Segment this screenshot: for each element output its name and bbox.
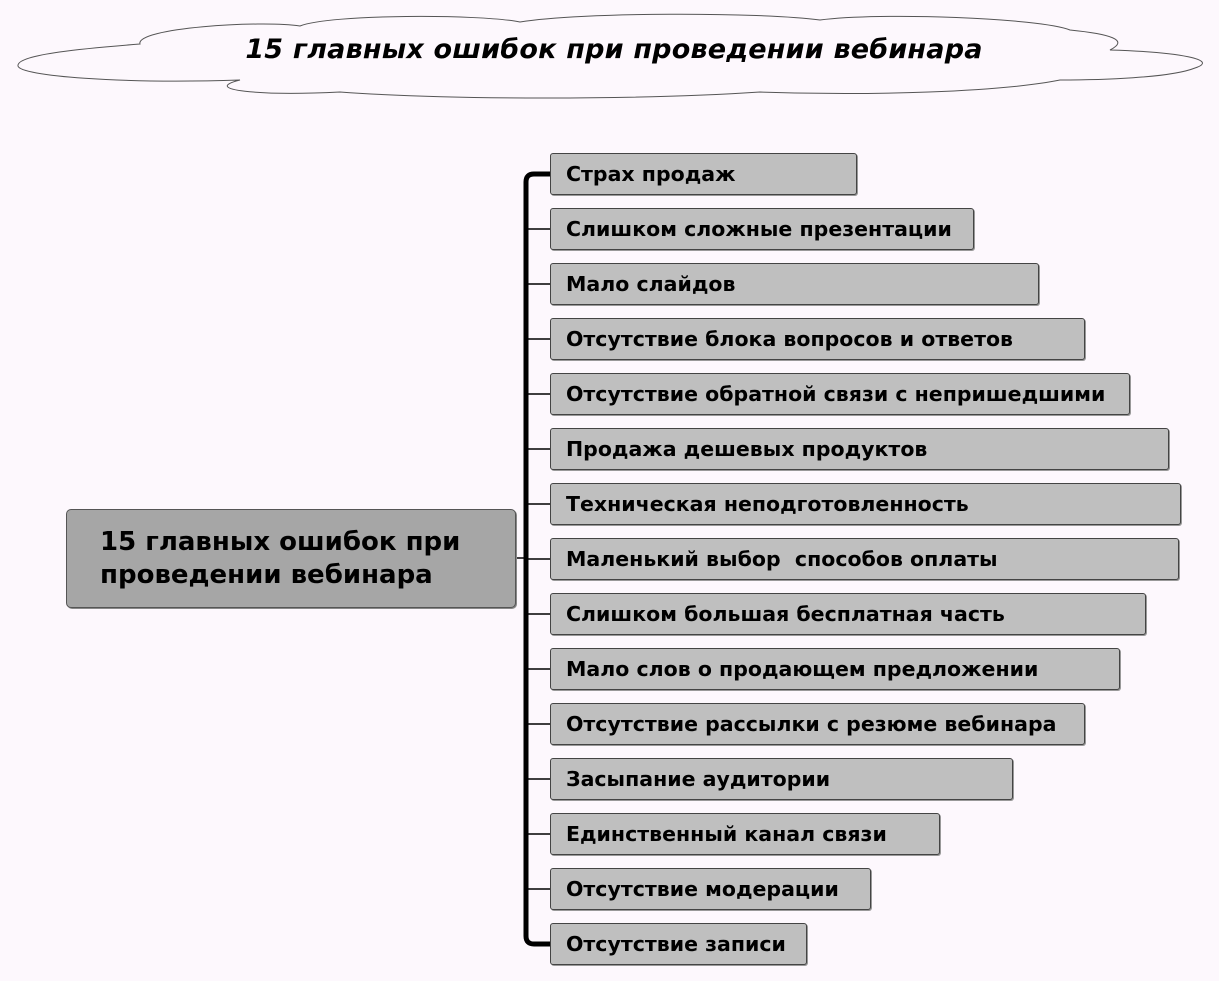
branch-label: Единственный канал связи [566,822,887,846]
branch-label: Слишком большая бесплатная часть [566,602,1005,626]
branch-node [550,318,1085,360]
branch-node [550,648,1120,690]
branch-label: Слишком сложные презентации [566,217,952,241]
branch-label: Засыпание аудитории [566,767,831,791]
branch-label: Техническая неподготовленность [566,492,969,516]
branch-label: Мало слайдов [566,272,736,296]
branch-node [550,483,1181,525]
branch-node [550,373,1130,415]
root-node-label: 15 главных ошибок при проведении вебинара [100,527,461,590]
branch-label: Отсутствие модерации [566,877,839,901]
branch-label: Отсутствие обратной связи с непришедшими [566,382,1106,406]
branch-node [550,263,1039,305]
branch-node [550,868,871,910]
branch-node [550,923,807,965]
branch-label: Маленький выбор способов оплаты [566,547,998,571]
branch-node [550,428,1169,470]
branch-label: Отсутствие записи [566,932,786,956]
branch-label: Страх продаж [566,162,736,186]
branch-label: Мало слов о продающем предложении [566,657,1039,681]
branch-label: Отсутствие рассылки с резюме вебинара [566,712,1057,736]
branch-node [550,758,1013,800]
branch-node [550,813,940,855]
branch-node [550,153,857,195]
branch-label: Продажа дешевых продуктов [566,437,928,461]
branch-node [550,208,974,250]
branch-node [550,703,1085,745]
diagram-title: 15 главных ошибок при проведении вебинара [245,34,983,65]
branch-label: Отсутствие блока вопросов и ответов [566,327,1014,351]
root-node [66,509,516,608]
branch-node [550,593,1146,635]
branch-node [550,538,1179,580]
